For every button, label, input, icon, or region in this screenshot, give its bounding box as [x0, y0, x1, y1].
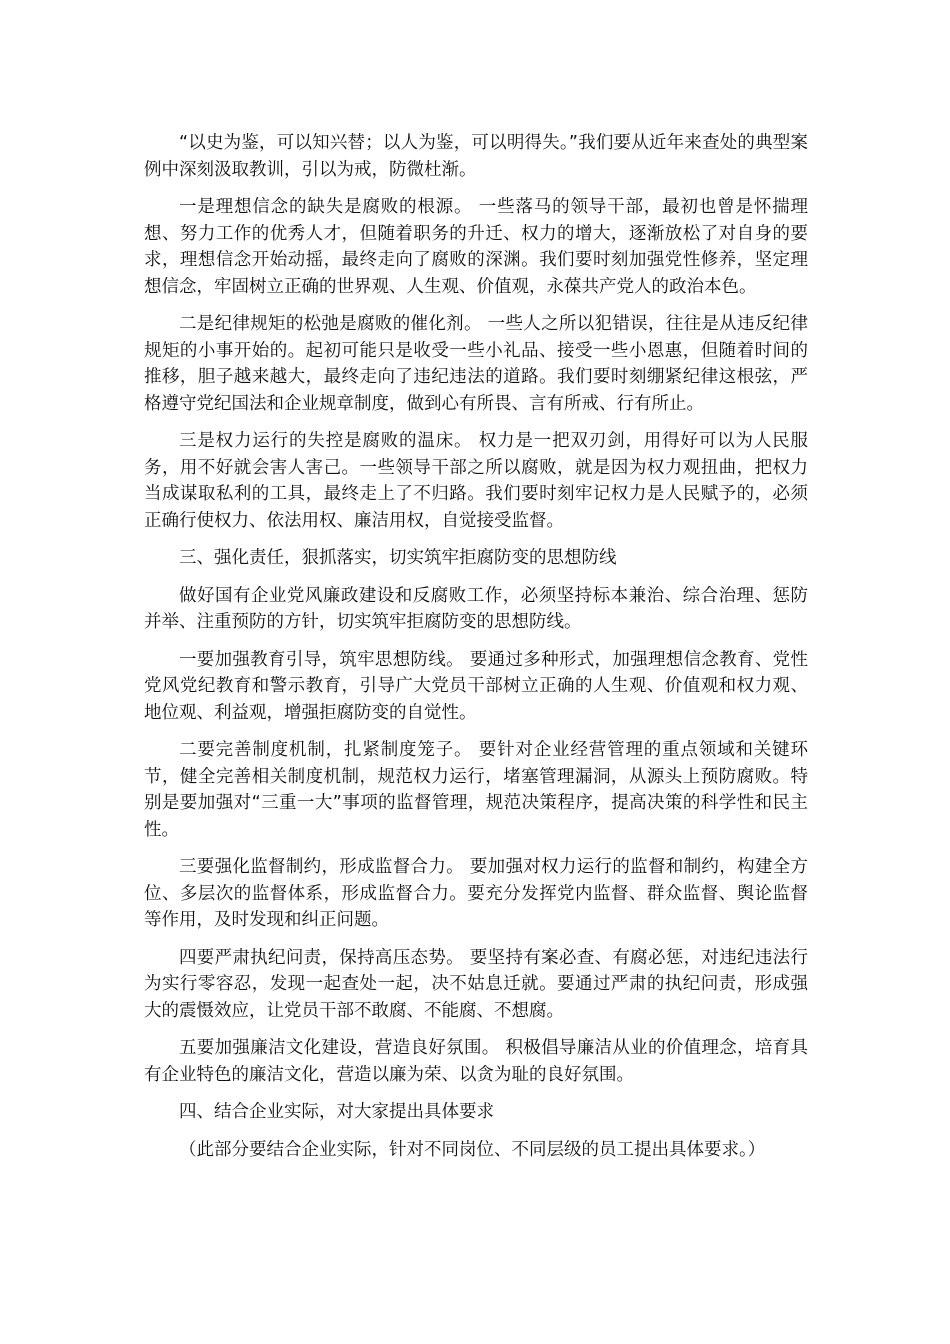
paragraph-ideals-beliefs: 一是理想信念的缺失是腐败的根源。 一些落马的领导干部，最初也曾是怀揣理想、努力工作的优秀人才，但随着职务的升迁、权力的增大，逐渐放松了对自身的要求，理想信念开始动摇，最终走向了腐败的深渊。我们要时刻加强党性修养，坚定理想信念，牢固树立正确的世界观、人生观、价值观，永葆共产党人的政治本色。 — [144, 197, 808, 297]
paragraph-institutions: 二要完善制度机制，扎紧制度笼子。 要针对企业经营管理的重点领域和关键环节，健全完善相关制度机制，规范权力运行，堵塞管理漏洞，从源头上预防腐败。特别是要加强对“三重一大”事项的监督管理，规范决策程序，提高决策的科学性和民主性。 — [144, 740, 808, 840]
paragraph-power-control: 三是权力运行的失控是腐败的温床。 权力是一把双刃剑，用得好可以为人民服务，用不好就会害人害己。一些领导干部之所以腐败，就是因为权力观扭曲，把权力当成谋取私利的工具，最终走上了不归路。我们要时刻牢记权力是人民赋予的，必须正确行使权力、依法用权、廉洁用权，自觉接受监督。 — [144, 431, 808, 531]
section-heading-3: 三、强化责任，狠抓落实，切实筑牢拒腐防变的思想防线 — [179, 548, 617, 568]
paragraph-section-3-intro: 做好国有企业党风廉政建设和反腐败工作，必须坚持标本兼治、综合治理、惩防并举、注重预防的方针，切实筑牢拒腐防变的思想防线。 — [144, 585, 808, 632]
paragraph-discipline: 二是纪律规矩的松弛是腐败的催化剂。 一些人之所以犯错误，往往是从违反纪律规矩的小事开始的。起初可能只是收受一些小礼品、接受一些小恩惠，但随着时间的推移，胆子越来越大，最终走向了违纪违法的道路。我们要时刻绷紧纪律这根弦，严格遵守党纪国法和企业规章制度，做到心有所畏、言有所戒、行有所止。 — [144, 314, 808, 414]
paragraph-section-4-note: （此部分要结合企业实际，针对不同岗位、不同层级的员工提出具体要求。） — [179, 1139, 766, 1160]
paragraph-accountability: 四要严肃执纪问责，保持高压态势。 要坚持有案必查、有腐必惩，对违纪违法行为实行零容忍，发现一起查处一起，决不姑息迁就。要通过严肃的执纪问责，形成强大的震慑效应，让党员干部不敢腐、不能腐、不想腐。 — [144, 947, 808, 1021]
paragraph-intro-quote: “以史为鉴，可以知兴替；以人为鉴，可以明得失。”我们要从近年来查处的典型案例中深刻汲取教训，引以为戒，防微杜渐。 — [144, 133, 808, 180]
paragraph-integrity-culture: 五要加强廉洁文化建设，营造良好氛围。 积极倡导廉洁从业的价值理念，培育具有企业特色的廉洁文化，营造以廉为荣、以贪为耻的良好氛围。 — [144, 1038, 808, 1085]
paragraph-supervision: 三要强化监督制约，形成监督合力。 要加强对权力运行的监督和制约，构建全方位、多层次的监督体系，形成监督合力。要充分发挥党内监督、群众监督、舆论监督等作用，及时发现和纠正问题。 — [144, 857, 808, 930]
paragraph-education: 一要加强教育引导，筑牢思想防线。 要通过多种形式，加强理想信念教育、党性党风党纪教育和警示教育，引导广大党员干部树立正确的人生观、价值观和权力观、地位观、利益观，增强拒腐防变的自觉性。 — [144, 649, 808, 723]
section-heading-4: 四、结合企业实际，对大家提出具体要求 — [179, 1102, 494, 1122]
document-page — [144, 130, 808, 1174]
